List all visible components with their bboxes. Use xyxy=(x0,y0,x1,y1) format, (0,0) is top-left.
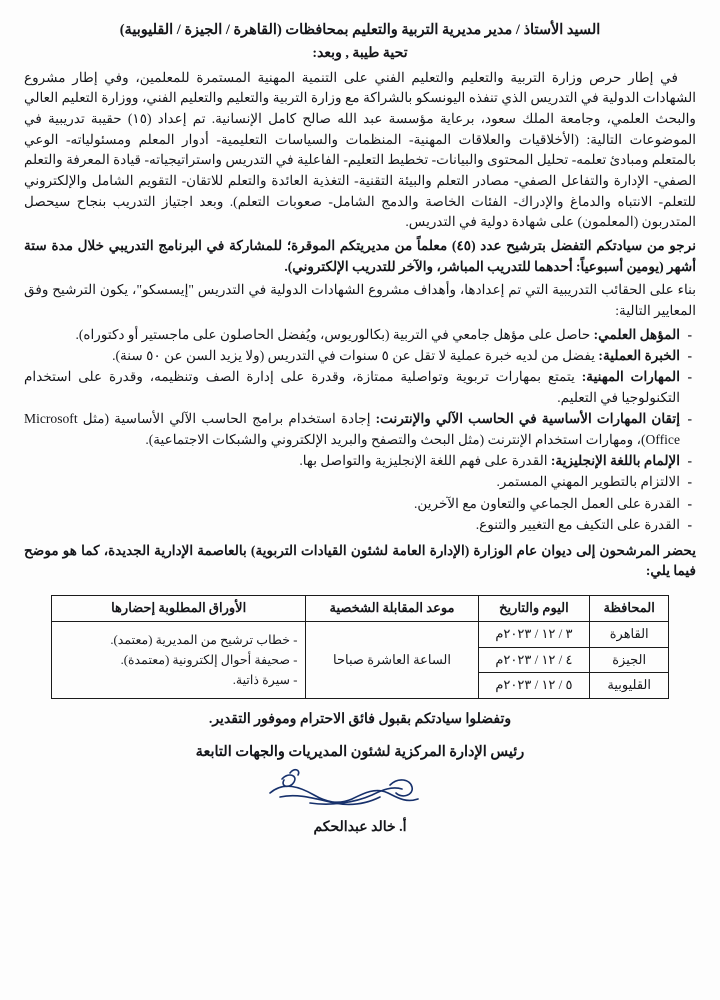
paper-item: - خطاب ترشيح من المديرية (معتمد). xyxy=(57,630,298,650)
criterion-text: القدرة على فهم اللغة الإنجليزية والتواصل بها. xyxy=(299,452,548,468)
schedule-table xyxy=(51,595,669,699)
criterion-text: يفضل من لديه خبرة عملية لا تقل عن ٥ سنوات في التدريس (ولا يزيد السن عن ٥٠ سنة). xyxy=(112,348,596,364)
criterion-label: المهارات المهنية: xyxy=(581,369,680,385)
cell-date: ٤ / ١٢ / ٢٠٢٣م xyxy=(478,647,590,673)
document-greeting: تحية طيبة , وبعد: xyxy=(312,45,408,61)
cell-governorate: القليوبية xyxy=(590,673,669,699)
cell-governorate: القاهرة xyxy=(590,621,669,647)
list-item xyxy=(24,325,696,345)
list-item xyxy=(24,472,696,492)
document-header: السيد الأستاذ / مدير مديرية التربية والتعليم بمحافظات (القاهرة / الجيزة / القليوبية) xyxy=(119,22,601,38)
signature-block xyxy=(24,744,696,836)
cell-governorate: الجيزة xyxy=(590,647,669,673)
column-header-date: اليوم والتاريخ xyxy=(478,595,590,621)
column-header-interview-time: موعد المقابلة الشخصية xyxy=(306,595,478,621)
criterion-label: المؤهل العلمي: xyxy=(593,326,680,342)
table-row xyxy=(51,621,668,647)
handwritten-signature-icon xyxy=(250,763,470,817)
list-item xyxy=(24,346,696,366)
criterion-label: الإلمام باللغة الإنجليزية: xyxy=(550,452,680,468)
column-header-governorate: المحافظة xyxy=(590,595,669,621)
signatory-name: أ. خالد عبدالحكم xyxy=(313,820,407,836)
criterion-label: إتقان المهارات الأساسية في الحاسب الآلي والإنترنت: xyxy=(375,411,680,427)
criterion-text: القدرة على التكيف مع التغيير والتنوع. xyxy=(475,517,680,533)
criterion-text: القدرة على العمل الجماعي والتعاون مع الآخرين. xyxy=(413,495,680,511)
list-item xyxy=(24,367,696,408)
criterion-text: يتمتع بمهارات تربوية وتواصلية ممتازة، وقدرة على إدارة الصف وتنظيمه، وقدرة على استخدام التكنولوجيا في التعليم. xyxy=(24,369,680,405)
column-header-required-papers: الأوراق المطلوبة إحضارها xyxy=(51,595,306,621)
list-item xyxy=(24,515,696,535)
cell-date: ٣ / ١٢ / ٢٠٢٣م xyxy=(478,621,590,647)
list-item xyxy=(24,494,696,514)
criterion-label: الخبرة العملية: xyxy=(598,348,680,364)
table-header-row xyxy=(51,595,668,621)
cell-date: ٥ / ١٢ / ٢٠٢٣م xyxy=(478,673,590,699)
paper-item: - صحيفة أحوال إلكترونية (معتمدة). xyxy=(57,650,298,670)
paper-item: - سيرة ذاتية. xyxy=(57,670,298,690)
closing-line: وتفضلوا سيادتكم بقبول فائق الاحترام وموفور التقدير. xyxy=(208,712,512,728)
attendance-paragraph: يحضر المرشحون إلى ديوان عام الوزارة (الإدارة العامة لشئون القيادات التربوية) بالعاصمة الإدارية الجديدة، كما هو موضح فيما يلي: xyxy=(24,542,696,578)
intro-paragraph: في إطار حرص وزارة التربية والتعليم والتعليم الفني على التنمية المهنية المستمرة للمعلمين، وفي إطار مشروع الشهادات الدولية في التدريس الذي تنفذه اليونسكو بالشراكة مع وزارة التربية والتعليم والتعليم الفني، ووزارة التعليم العالي والبحث العلمي، وجامعة الملك سعود، برعاية مؤسسة عبد الله صالح كامل الإنسانية. تم إعداد (١٥) حقيبة تدريبية في الموضوعات التالية: (الأخلاقيات والعلاقات المهنية- المنظمات والسياسات التعليمية- أدوار المعلم ومسئولياته- الوعي بالمتعلم ومبادئ تعلمه- تحليل المحتوى والبيانات- تخطيط التعليم- الفاعلية في التدريس واستراتيجياته- قيادة المعرفة والتعلم الصفي- الإدارة والتفاعل الصفي- مصادر التعلم والبيئة التقنية- التغذية العائدة والتعلم للاتقان- التقويم الشامل والإلكتروني للتعلم- الانتباه والدماغ والإدراك- الفئات الخاصة والدمج الشامل- صعوبات التعلم). وبعد اجتياز التدريب بنجاح سيحصل المتدربون (المعلمون) على شهادة دولية في التدريس. xyxy=(24,69,696,230)
cell-required-papers xyxy=(51,621,306,699)
criterion-text: حاصل على مؤهل جامعي في التربية (بكالوريوس، ويُفضل الحاصلون على ماجستير أو دكتوراه). xyxy=(75,326,591,342)
list-item xyxy=(24,409,696,450)
list-item xyxy=(24,451,696,471)
criterion-text: الالتزام بالتطوير المهني المستمر. xyxy=(496,474,680,490)
criteria-list xyxy=(24,325,696,536)
signature-title: رئيس الإدارة المركزية لشئون المديريات والجهات التابعة xyxy=(195,744,525,761)
criteria-intro-paragraph: بناء على الحقائب التدريبية التي تم إعدادها، وأهداف مشروع الشهادات الدولية في التدريس "إيسسكو"، يكون الترشيح وفق المعايير التالية: xyxy=(24,282,696,318)
criterion-text: إجادة استخدام برامج الحاسب الآلي الأساسية (مثل Microsoft Office)، ومهارات استخدام الإنترنت (مثل البحث والتصفح والبريد الإلكتروني والشبكات الاجتماعية). xyxy=(24,411,680,447)
cell-interview-time: الساعة العاشرة صباحا xyxy=(306,621,478,699)
nomination-paragraph: نرجو من سيادتكم التفضل بترشيح عدد (٤٥) معلماً من مديريتكم الموقرة؛ للمشاركة في البرنامج التدريبي خلال مدة ستة أشهر (يومين أسبوعياً: أحدهما للتدريب المباشر، والآخر للتدريب الإلكتروني). xyxy=(24,238,696,274)
